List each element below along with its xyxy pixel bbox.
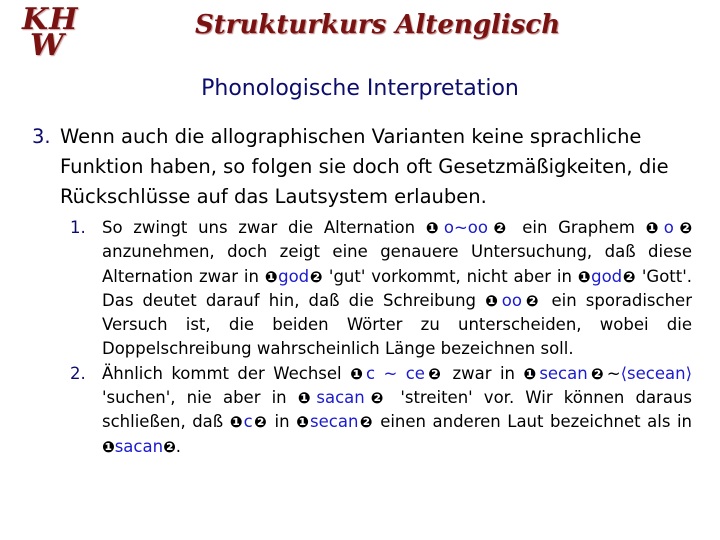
open-mark-icon: ❶ xyxy=(102,437,115,456)
sub-item-2 xyxy=(70,362,692,459)
open-mark-icon: ❶ xyxy=(523,364,540,383)
text: in xyxy=(268,412,297,432)
open-mark-icon: ❶ xyxy=(645,219,664,237)
grapheme: god xyxy=(278,266,310,286)
grapheme: oo xyxy=(501,290,522,310)
text: 'Gott'. Das deutet darauf hin, daß die Schreibung xyxy=(102,266,693,310)
logo-w: W xyxy=(30,28,65,63)
open-mark-icon: ❶ xyxy=(485,291,502,310)
close-mark-icon: ❷ xyxy=(364,389,390,408)
sub-item-1 xyxy=(70,216,692,362)
text: ~ xyxy=(606,363,621,383)
close-mark-icon: ❷ xyxy=(163,437,176,456)
text: ein sporadischer Versuch ist, die beiden Wörter zu unterscheiden, wobei die Doppelschreibung wahrscheinlich Länge bezeichnen soll. xyxy=(102,290,692,359)
grapheme: secan xyxy=(310,412,359,432)
grapheme: sacan xyxy=(114,436,164,456)
text: einen anderen Laut bezeichnet als in xyxy=(373,412,692,432)
open-mark-icon: ❶ xyxy=(264,267,279,286)
close-mark-icon: ❷ xyxy=(309,267,324,286)
slide-body xyxy=(32,122,692,459)
text: anzunehmen, doch zeigt eine genauere Untersuchung, daß diese Alternation zwar in xyxy=(102,242,692,286)
logo-kh: KH xyxy=(22,2,79,37)
sub-number: 1. xyxy=(70,218,86,237)
open-mark-icon: ❶ xyxy=(229,413,244,432)
sub-number: 2. xyxy=(70,363,86,383)
text: Ähnlich kommt der Wechsel xyxy=(102,363,351,383)
open-mark-icon: ❶ xyxy=(425,219,444,237)
text: 'suchen', nie aber in xyxy=(102,388,298,408)
close-mark-icon: ❷ xyxy=(487,219,512,237)
grapheme: o~oo xyxy=(443,218,488,237)
close-mark-icon: ❷ xyxy=(587,364,607,383)
bullet-number: 3. xyxy=(32,125,51,148)
grapheme: sacan xyxy=(316,388,365,408)
khw-logo xyxy=(18,2,90,63)
text: zwar in xyxy=(444,363,524,383)
open-mark-icon: ❶ xyxy=(297,389,317,408)
course-title: Strukturkurs Altenglisch xyxy=(195,10,561,40)
open-mark-icon: ❶ xyxy=(296,413,311,432)
grapheme: secan xyxy=(539,363,588,383)
close-mark-icon: ❷ xyxy=(673,219,693,237)
close-mark-icon: ❷ xyxy=(358,413,374,432)
bullet-text: Wenn auch die allographischen Varianten keine sprachliche Funktion haben, so folgen sie doch oft Gesetzmäßigkeiten, die Rückschlüsse auf das Lautsystem erlauben. xyxy=(60,125,669,208)
close-mark-icon: ❷ xyxy=(622,267,637,286)
open-mark-icon: ❶ xyxy=(350,364,366,383)
grapheme: god xyxy=(591,266,623,286)
close-mark-icon: ❷ xyxy=(424,364,445,383)
close-mark-icon: ❷ xyxy=(252,413,268,432)
open-mark-icon: ❶ xyxy=(577,267,592,286)
grapheme: o xyxy=(663,218,674,237)
slide-title: Phonologische Interpretation xyxy=(201,76,519,101)
bullet-point-3 xyxy=(32,122,692,212)
text: 'streiten' vor. Wir können daraus schließen, daß xyxy=(102,388,692,432)
grapheme: c xyxy=(243,412,253,432)
close-mark-icon: ❷ xyxy=(521,291,543,310)
grapheme: ⟨secean⟩ xyxy=(620,363,693,383)
text: . xyxy=(175,436,182,456)
text: So zwingt uns zwar die Alternation xyxy=(102,218,426,237)
grapheme: c ~ ce xyxy=(365,363,425,383)
text: 'gut' vorkommt, nicht aber in xyxy=(323,266,578,286)
text: ein Graphem xyxy=(511,218,646,237)
sub-list xyxy=(70,216,692,459)
